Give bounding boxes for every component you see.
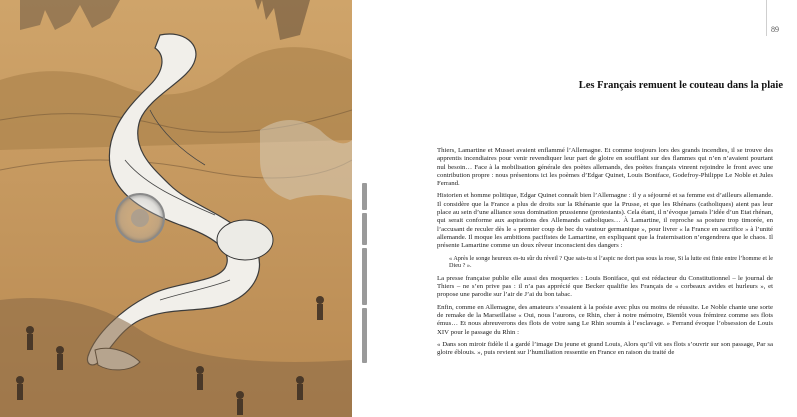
paragraph-5: « Dans son miroir fidèle il a gardé l’image Du jeune et grand Louis, Alors qu’il vit ses flots s’ouvrir sur son passage, Par sa gloire éblouis. », puis revient sur l’humiliation ressentie en France en raison du traité de bbox=[437, 340, 773, 357]
page-gutter bbox=[352, 0, 399, 417]
paragraph-4: Enfin, comme en Allemagne, des amateurs s’essaient à la poésie avec plus ou moins de réussite. Le Noble chante une sorte de remake de la Marseillaise « Oui, nous l’aurons, ce Rhin, cher à notre mémoire, Bientôt vous frémirez comme ses flots émus… Et nous abreuverons des flots de votre sang Le Rhin soumis à l’esclavage. » Ferrand évoque l’obsession de Louis XIV pour le passage du Rhin : bbox=[437, 303, 773, 336]
page-number-rule bbox=[766, 0, 767, 36]
right-page-text bbox=[399, 0, 797, 417]
paragraph-2: Historien et homme politique, Edgar Quinet connaît bien l’Allemagne : il y a séjourné et sa femme est d’ailleurs allemande. Il considère que la France a plus de droits sur la Rhénanie que la Prusse, et que les Rhénans (catholiques) aient pas leur place au sein d’une alliance sous domination prussienne (protestants). Cela étant, il n’évoque jamais l’idée d’un Etat rhénan, qui serait conforme aux aspirations des Allemands catholiques… À Lamartine, il reproche sa posture trop timorée, en l’accusant de reculer dès le « premier coup de bec du vautour germanique », pour livrer « la France en sacrifice » à l’unité allemande. Il moque les ambitions pacifistes de Lamartine, en expliquant que la fraternisation n’engendrera que le chaos. Il présente Lamartine comme un doux rêveur inconscient des dangers : bbox=[437, 192, 773, 250]
gutter-marker-1[interactable] bbox=[362, 183, 367, 210]
block-quote: « Après le songe heureux es-tu sûr du réveil ? Que sais-tu si l’aspic ne dort pas sous la rose, Si la lutte est finie entre l’homme et le Dieu ? ». bbox=[449, 254, 773, 270]
page-number: 89 bbox=[771, 25, 779, 34]
magnifier-center bbox=[131, 209, 149, 227]
paragraph-1: Thiers, Lamartine et Musset avaient enflammé l’Allemagne. Et comme toujours lors des grands incendies, il se trouve des apprentis incendiaires pour venir revendiquer leur part de gloire en soufflant sur des flammes qui n’en n’avaient pourtant nul besoin… Face à la mobilisation générale des poètes allemands, des poètes français vinrent rejoindre le front avec une contribution propre : nous présentons ici les poèmes d’Edgar Quinet, Louis Boniface, Godefroy-Philippe Le Noble et Jules Ferrand. bbox=[437, 147, 773, 188]
chapter-title: Les Français remuent le couteau dans la plaie bbox=[578, 80, 783, 91]
gutter-marker-2[interactable] bbox=[362, 213, 367, 245]
gutter-marker-3[interactable] bbox=[362, 248, 367, 305]
left-page-illustration bbox=[0, 0, 352, 417]
paragraph-3: La presse française publie elle aussi des moqueries : Louis Boniface, qui est rédacteur du Constitutionnel – le journal de Thiers – ne s’en prive pas : il n’a pas apprécié que Becker qualifie les Français de « corbeaux avides et hurleurs », et propose une parodie sur l’air de J’ai du bon tabac. bbox=[437, 274, 773, 299]
figure-head bbox=[217, 220, 273, 260]
war-illustration bbox=[0, 0, 352, 417]
body-text bbox=[437, 147, 773, 361]
gutter-marker-4[interactable] bbox=[362, 308, 367, 363]
